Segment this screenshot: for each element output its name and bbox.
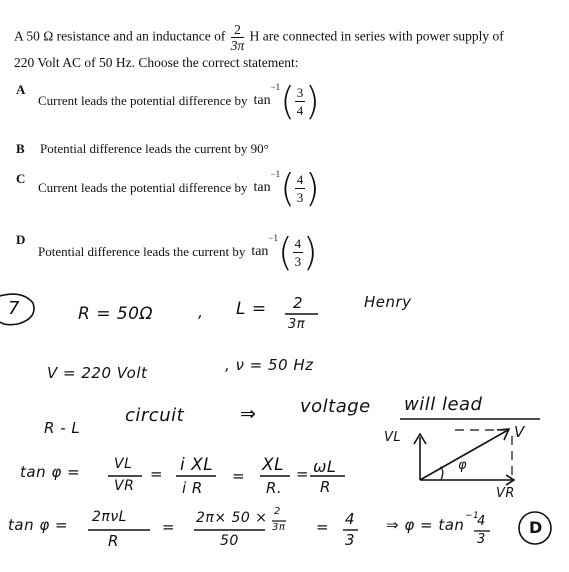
rl-label: R - L [44,419,81,437]
option-d-sup: −1 [268,233,279,243]
tan2-lhs: tan φ = [8,516,69,534]
option-d-text: Potential difference leads the current by [38,244,246,259]
phasor-vr-label: VR [496,486,515,501]
comma-separator: , [198,302,204,321]
will-lead-words: will lead [404,394,483,415]
tan2-frac2-num: 2π× 50 × [196,510,268,526]
resistance-equation: R = 50Ω [78,304,153,324]
tan2-frac2-den: 50 [220,533,239,549]
tan2-small-frac-den: 3π [272,522,286,533]
tan1-frac2-num: i XL [180,455,214,475]
tan2-result-num: 4 [477,514,486,529]
option-d-func: tan [251,244,269,259]
phasor-angle-label: φ [458,458,468,473]
option-c-text: Current leads the potential difference by [38,180,248,195]
option-c-den: 3 [296,189,304,205]
inductance-hw-denominator: 3π [288,317,306,332]
tan1-frac1-den: VR [114,478,135,494]
option-c-num: 4 [296,171,304,187]
tan1-frac3-den: R. [266,479,283,497]
frequency-equation: , ν = 50 Hz [225,356,314,374]
tan2-result-den: 3 [477,532,486,547]
circuit-word: circuit [125,405,185,426]
tan2-frac1-den: R [108,532,119,550]
option-a-sup: −1 [270,82,281,92]
voltage-equation: V = 220 Volt [47,364,148,382]
tan2-eq2: = [316,518,330,536]
implies-arrow: ⇒ [240,403,257,425]
inductance-denominator: 3π [230,38,245,53]
option-a-label: A [16,82,26,97]
option-a-text: Current leads the potential difference by [38,93,248,108]
tan1-frac1-num: VL [114,456,133,472]
option-c[interactable]: Current leads the potential difference by tan −1 ( 4 3 ) [38,166,320,210]
tan2-result: ⇒ φ = tan [386,516,465,534]
tan1-eq2: = [232,467,246,485]
option-a-den: 4 [296,102,304,118]
voltage-word: voltage [300,396,371,417]
henry-unit: Henry [364,293,412,311]
question-line2: 220 Volt AC of 50 Hz. Choose the correct statement: [14,55,299,70]
tan1-frac4-num: ωL [313,457,337,476]
tan1-frac3-num: XL [262,455,285,475]
option-b-label: B [16,141,25,156]
inductance-equation: L = [236,299,267,319]
option-d-den: 3 [294,253,302,269]
option-d-num: 4 [294,235,302,251]
tan1-frac4-den: R [320,478,331,496]
phasor-v-label: V [514,423,525,441]
tan2-eq1: = [162,518,176,536]
option-b-text: Potential difference leads the current by 90° [40,141,269,156]
option-d-label: D [16,232,26,247]
option-a-func: tan [253,93,271,108]
option-c-func: tan [253,180,271,195]
question-number: 7 [8,298,20,319]
inductance-numerator: 2 [234,22,241,37]
tan1-frac2-den: i R [182,479,203,497]
question-line1-end: H are connected in series with power supply of [249,28,504,44]
tan2-small-frac-num: 2 [274,506,281,517]
phasor-vl-label: VL [384,430,402,445]
tan2-result-sup: −1 [465,511,480,521]
tan2-frac3-num: 4 [345,510,356,528]
tan2-frac1-num: 2πνL [92,509,127,525]
option-a[interactable]: Current leads the potential difference by tan −1 ( 3 4 ) [38,79,320,123]
option-a-num: 3 [296,84,304,100]
option-d[interactable]: Potential difference leads the current by tan −1 ( 4 3 ) [38,230,318,274]
tan1-eq1: = [150,465,164,483]
tan2-frac3-den: 3 [345,531,356,549]
option-c-label: C [16,171,26,186]
tan1-eq3: = [296,465,310,483]
answer-label: D [529,518,543,537]
question-line1-start: A 50 Ω resistance and an inductance of [14,28,226,44]
tan1-lhs: tan φ = [20,463,81,481]
option-c-sup: −1 [270,169,281,179]
inductance-hw-numerator: 2 [293,294,304,312]
